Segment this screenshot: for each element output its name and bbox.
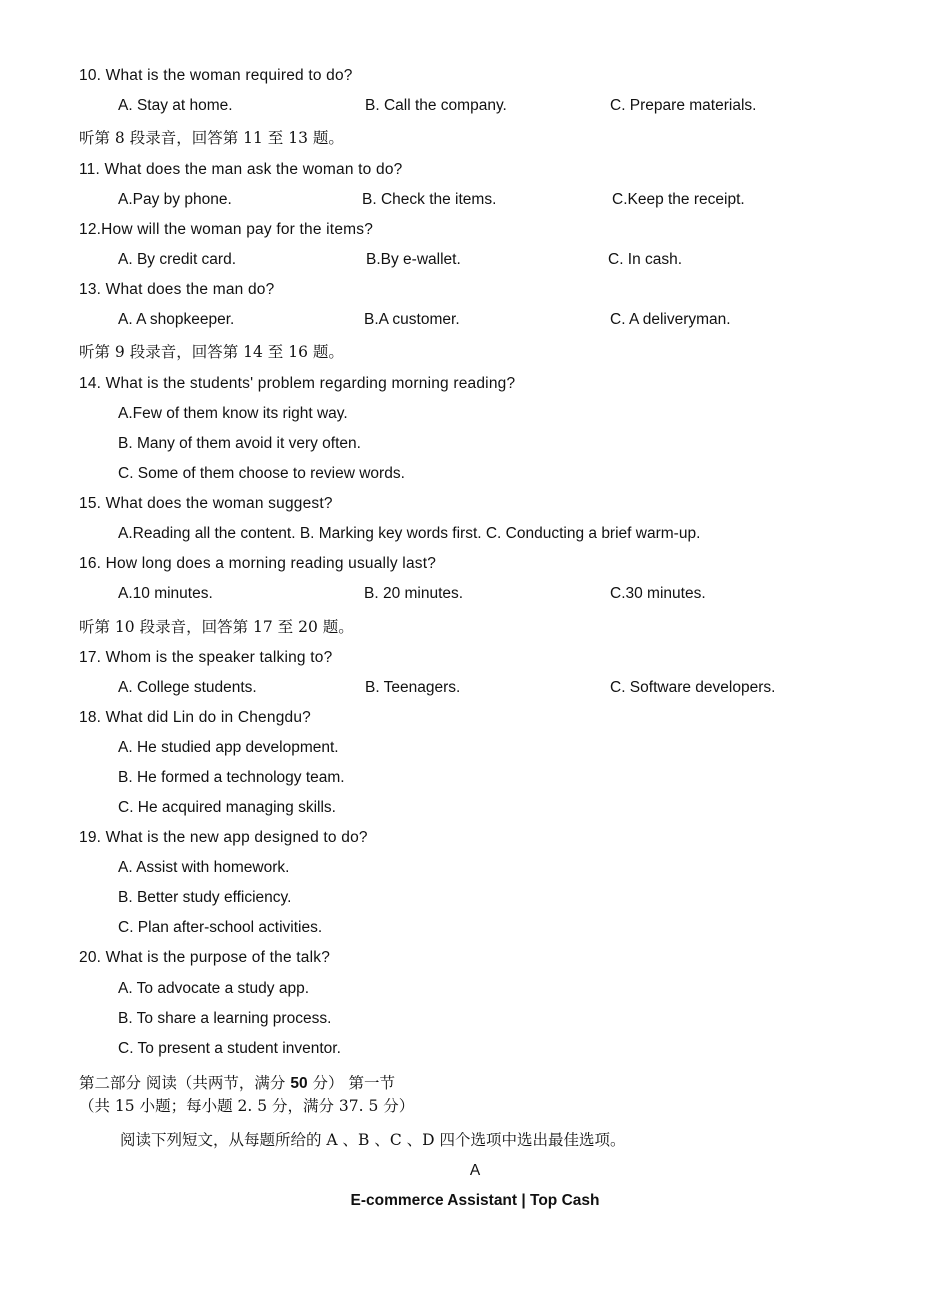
question-13-option-b: B.A customer. — [364, 311, 460, 328]
question-14-stem: 14. What is the students' problem regarding morning reading? — [79, 375, 516, 392]
question-20-option-c: C. To present a student inventor. — [118, 1040, 341, 1057]
question-16-option-a: A.10 minutes. — [118, 585, 213, 602]
question-17-stem: 17. Whom is the speaker talking to? — [79, 649, 333, 666]
question-19-option-b: B. Better study efficiency. — [118, 889, 292, 906]
question-15-options: A.Reading all the content. B. Marking key words first. C. Conducting a brief warm-up. — [118, 525, 701, 542]
reading-instruction: 阅读下列短文，从每题所给的 A 、B 、C 、D 四个选项中选出最佳选项。 — [120, 1131, 626, 1149]
question-16-stem: 16. How long does a morning reading usually last? — [79, 555, 437, 572]
question-13-option-a: A. A shopkeeper. — [118, 311, 235, 328]
part-2-total-score: 50 — [290, 1075, 308, 1092]
section-9-instruction: 听第 9 段录音，回答第 14 至 16 题。 — [79, 343, 344, 361]
question-12-option-b: B.By e-wallet. — [366, 251, 461, 268]
question-20-option-b: B. To share a learning process. — [118, 1010, 332, 1027]
question-18-stem: 18. What did Lin do in Chengdu? — [79, 709, 311, 726]
passage-title: E-commerce Assistant | Top Cash — [350, 1192, 600, 1209]
question-14-option-c: C. Some of them choose to review words. — [118, 465, 405, 482]
question-15-stem: 15. What does the woman suggest? — [79, 495, 333, 512]
question-18-option-c: C. He acquired managing skills. — [118, 799, 336, 816]
question-10-stem: 10. What is the woman required to do? — [79, 67, 353, 84]
question-16-option-b: B. 20 minutes. — [364, 585, 464, 602]
question-14-option-a: A.Few of them know its right way. — [118, 405, 348, 422]
question-17-option-a: A. College students. — [118, 679, 257, 696]
question-13-option-c: C. A deliveryman. — [610, 311, 731, 328]
part-2-heading-post: 分） 第一节 — [307, 1074, 395, 1092]
section-10-instruction: 听第 10 段录音，回答第 17 至 20 题。 — [79, 618, 354, 636]
question-12-stem: 12.How will the woman pay for the items? — [79, 221, 374, 238]
part-2-subheading: （共 15 小题；每小题 2. 5 分，满分 37. 5 分） — [79, 1097, 415, 1115]
question-10-option-b: B. Call the company. — [365, 97, 507, 114]
question-11-option-c: C.Keep the receipt. — [612, 191, 745, 208]
question-20-option-a: A. To advocate a study app. — [118, 980, 310, 997]
question-18-option-b: B. He formed a technology team. — [118, 769, 345, 786]
question-10-option-a: A. Stay at home. — [118, 97, 233, 114]
part-2-heading — [79, 1073, 395, 1094]
question-17-option-b: B. Teenagers. — [365, 679, 461, 696]
question-11-option-b: B. Check the items. — [362, 191, 497, 208]
question-19-option-a: A. Assist with homework. — [118, 859, 290, 876]
question-10-option-c: C. Prepare materials. — [610, 97, 757, 114]
question-17-option-c: C. Software developers. — [610, 679, 776, 696]
passage-letter: A — [469, 1162, 481, 1179]
question-12-option-c: C. In cash. — [608, 251, 683, 268]
question-18-option-a: A. He studied app development. — [118, 739, 339, 756]
question-13-stem: 13. What does the man do? — [79, 281, 275, 298]
question-20-stem: 20. What is the purpose of the talk? — [79, 949, 331, 966]
question-19-stem: 19. What is the new app designed to do? — [79, 829, 368, 846]
question-11-stem: 11. What does the man ask the woman to do? — [79, 161, 403, 178]
section-8-instruction: 听第 8 段录音，回答第 11 至 13 题。 — [79, 129, 344, 147]
question-19-option-c: C. Plan after-school activities. — [118, 919, 323, 936]
question-14-option-b: B. Many of them avoid it very often. — [118, 435, 361, 452]
question-16-option-c: C.30 minutes. — [610, 585, 706, 602]
part-2-heading-pre: 第二部分 阅读（共两节，满分 — [79, 1074, 291, 1092]
question-12-option-a: A. By credit card. — [118, 251, 237, 268]
question-11-option-a: A.Pay by phone. — [118, 191, 232, 208]
